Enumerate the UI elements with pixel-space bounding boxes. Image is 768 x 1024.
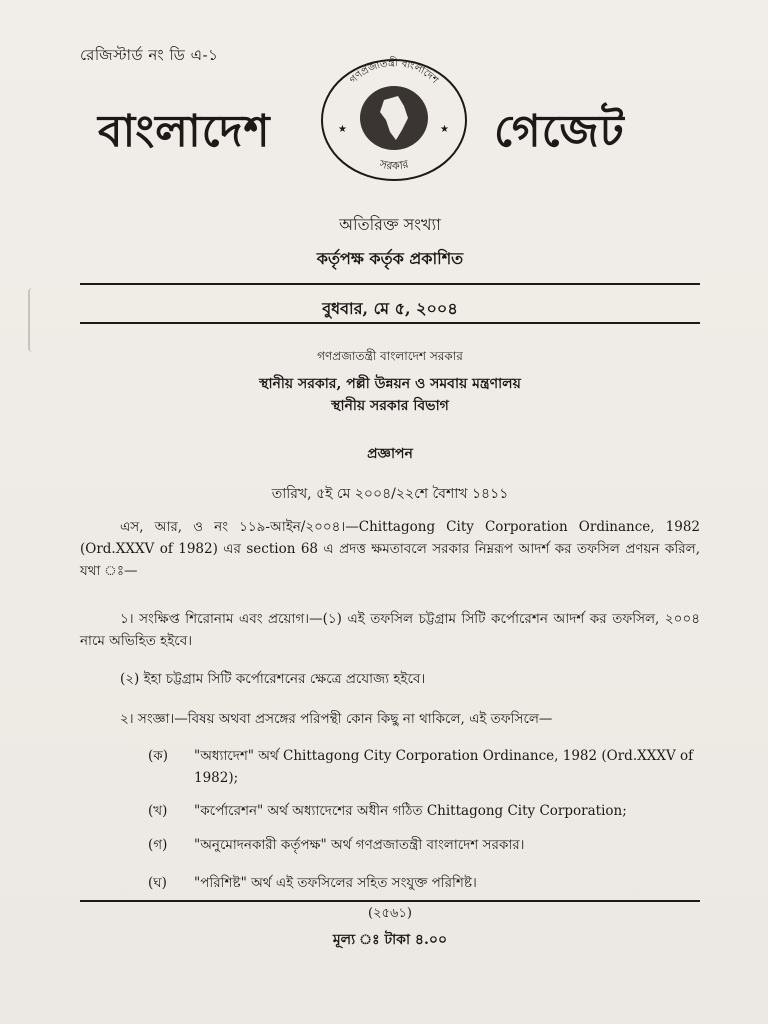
registration-number: রেজিস্টার্ড নং ডি এ-১: [80, 46, 219, 64]
issue-type: অতিরিক্ত সংখ্যা: [339, 215, 441, 234]
definition-text: "পরিশিষ্ট" অর্থ এই তফসিলের সহিত সংযুক্ত পরিশিষ্ট।: [194, 875, 477, 891]
footer-rule: [80, 900, 700, 902]
government-name: গণপ্রজাতন্ত্রী বাংলাদেশ সরকার: [317, 349, 463, 363]
government-seal: [318, 56, 470, 184]
section-1: ১। সংক্ষিপ্ত শিরোনাম এবং প্রয়োগ।—(১) এই তফসিল চট্টগ্রাম সিটি কর্পোরেশন আদর্শ কর তফসিল, ২০০৪ নামে অভিহিত হইবে।: [80, 611, 700, 649]
definition-text: "অনুমোদনকারী কর্তৃপক্ষ" অর্থ গণপ্রজাতন্ত্রী বাংলাদেশ সরকার।: [194, 837, 525, 853]
definition-text: "কর্পোরেশন" অর্থ অধ্যাদেশের অধীন গঠিত Chittagong City Corporation;: [194, 803, 627, 819]
header-rule: [80, 283, 700, 285]
definition-item: [148, 745, 700, 789]
date-rule: [80, 322, 700, 324]
star-icon: ★: [440, 124, 449, 135]
definition-number: (গ): [148, 837, 168, 853]
svg-text:সরকার: [377, 157, 410, 172]
gazette-title-left: বাংলাদেশ: [98, 106, 271, 157]
page-number: (২৫৬১): [368, 906, 412, 921]
star-icon: ★: [338, 124, 347, 135]
ministry-name: স্থানীয় সরকার, পল্লী উন্নয়ন ও সমবায় মন্ত্রণালয়: [259, 376, 521, 392]
definition-text: "অধ্যাদেশ" অর্থ Chittagong City Corporation Ordinance, 1982 (Ord.XXXV of 1982);: [194, 748, 694, 786]
notification-heading: প্রজ্ঞাপন: [367, 446, 413, 462]
definition-item: [148, 872, 700, 894]
seal-bottom-text: সরকার: [378, 157, 410, 173]
published-by: কর্তৃপক্ষ কর্তৃক প্রকাশিত: [316, 249, 464, 268]
svg-text:গণপ্রজাতন্ত্রী বাংলাদেশ: [348, 56, 441, 87]
publication-date: বুধবার, মে ৫, ২০০৪: [322, 299, 458, 318]
section-1-clause-2: (২) ইহা চট্টগ্রাম সিটি কর্পোরেশনের ক্ষেত্রে প্রযোজ্য হইবে।: [120, 671, 426, 687]
notification-date: তারিখ, ৫ই মে ২০০৪/২২শে বৈশাখ ১৪১১: [271, 486, 509, 502]
definition-number: (ক): [148, 748, 168, 764]
binding-mark: [28, 288, 40, 352]
definition-number: (খ): [148, 803, 168, 819]
section-2: ২। সংজ্ঞা।—বিষয় অথবা প্রসঙ্গের পরিপন্থী কোন কিছু না থাকিলে, এই তফসিলে—: [120, 711, 553, 727]
seal-top-text: গণপ্রজাতন্ত্রী বাংলাদেশ: [348, 57, 441, 87]
division-name: স্থানীয় সরকার বিভাগ: [331, 398, 449, 414]
gazette-title-right: গেজেট: [494, 106, 625, 157]
intro-paragraph: এস, আর, ও নং ১১৯-আইন/২০০৪।—Chittagong City Corporation Ordinance, 1982 (Ord.XXXV of 1982) এর section 68 এ প্রদত্ত ক্ষমতাবলে সরকার নিম্নরূপ আদর্শ কর তফসিল প্রণয়ন করিল, যথা ঃ—: [80, 519, 700, 579]
definition-item: [148, 800, 700, 822]
definition-number: (ঘ): [148, 875, 167, 891]
price: মূল্য ঃ টাকা ৪.০০: [332, 932, 448, 948]
definition-item: [148, 834, 700, 856]
